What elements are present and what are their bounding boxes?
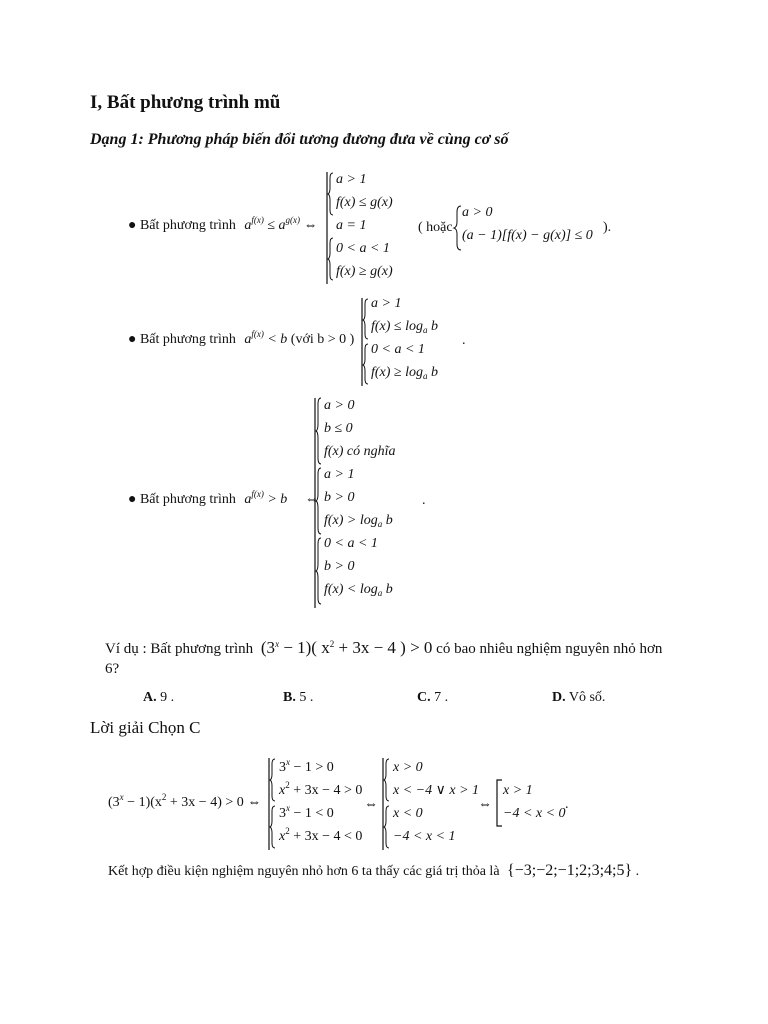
rule1-label: ● Bất phương trình	[128, 218, 236, 233]
rule1-alt-system: a > 0 (a − 1)[f(x) − g(x)] ≤ 0	[462, 205, 593, 243]
rule2-statement: ● Bất phương trình $a^{f(x)} < b$ (với b > 0 )	[128, 329, 355, 347]
rule1-system: a > 1 f(x) ≤ g(x) a = 1 0 < a < 1 f(x) ≥ g(x)	[336, 172, 393, 279]
solution-system-1: $3^x - 1 > 0$ $x^2 + 3x - 4 > 0$ $3^x - 1 < 0$ $x^2 + 3x - 4 < 0$	[279, 757, 363, 844]
rule3-label: ● Bất phương trình	[128, 492, 236, 507]
rule2-label: ● Bất phương trình	[128, 332, 236, 347]
choice-c: C. 7 .	[417, 690, 449, 705]
document-page: I, Bất phương trình mũ Dạng 1: Phương pháp biến đổi tương đương đưa về cùng cơ số ● Bất phương trình $a^{f(x)} \le a^{g(x)}$ ⇔ a > 1 f(x) ≤ g(x) a = 1 0 < a < 1 f(x) ≥ g(x) ( hoặc a > 0 (a − 1)[f(x) − g(x)] ≤ 0 ). ● Bất phương trình $a^{f(x)} < b$ (với b > 0 ) a > 1 $f(x) \le \log_a b$ 0 < a < 1 $f(x) \ge \log_a b$ . ● Bất phương trình $a^{f(x)} > b$ ⇔ a > 0 b ≤ 0 f(x) có nghĩa a > 1 b > 0 $f(x) > \log_a b$ 0 < a < 1 b > 0 $f(x) < \log_a b$ . Ví dụ : Bất phương trình $(3^x - 1)$( $x^2 + 3x - 4$ ) > 0 có bao nhiêu nghiệm nguyên nhỏ hơn 6? A. 9 . B. 5 . C. 7 . D. Vô số. Lời giải Chọn C $(3^x - 1)(x^2 + 3x - 4) > 0$ ⇔ $3^x - 1 > 0$ $x^2 + 3x - 4 > 0$ $3^x - 1 < 0$ $x^2 + 3x - 4 < 0$ ⇔ x > 0 x < −4 ∨ x > 1 x < 0 −4 < x < 1 ⇔ x > 1 −4 < x < 0 . Kết hợp điều kiện nghiệm nguyên nhỏ hơn 6 ta thấy các giá trị thỏa là {−3;−2;−1;2;3;4;5} .	[90, 92, 663, 879]
solution-title: Lời giải Chọn C	[90, 718, 201, 737]
example-question: Ví dụ : Bất phương trình $(3^x - 1)$( $x^2 + 3x - 4$ ) > 0 có bao nhiêu nghiệm nguyên nhỏ hơn	[105, 638, 663, 657]
solution-lhs: $(3^x - 1)(x^2 + 3x - 4) > 0$ ⇔	[108, 792, 262, 810]
rule1-alt-prefix: ( hoặc	[418, 220, 453, 235]
conclusion: Kết hợp điều kiện nghiệm nguyên nhỏ hơn 6 ta thấy các giá trị thỏa là {−3;−2;−1;2;3;4;5} .	[108, 862, 640, 879]
subsection-heading: Dạng 1: Phương pháp biến đổi tương đương đưa về cùng cơ số	[90, 131, 509, 148]
rule1-statement: ● Bất phương trình $a^{f(x)} \le a^{g(x)}$ ⇔	[128, 215, 318, 233]
solution-equiv-1: ⇔	[364, 797, 378, 812]
example-label: Ví dụ : Bất phương trình	[105, 641, 254, 657]
rule3-system: a > 0 b ≤ 0 f(x) có nghĩa a > 1 b > 0 $f(x) > \log_a b$ 0 < a < 1 b > 0 $f(x) < \log_a b$	[324, 398, 396, 598]
rule2-system: a > 1 $f(x) \le \log_a b$ 0 < a < 1 $f(x) \ge \log_a b$	[371, 296, 439, 381]
rule3-statement: ● Bất phương trình $a^{f(x)} > b$ ⇔	[128, 489, 319, 507]
example-question-line2: 6?	[105, 661, 120, 677]
solution-system-2: x > 0 x < −4 ∨ x > 1 x < 0 −4 < x < 1	[393, 760, 480, 844]
answer-set: {−3;−2;−1;2;3;4;5}	[507, 862, 633, 879]
solution-system-3: x > 1 −4 < x < 0	[503, 783, 566, 821]
section-heading: I, Bất phương trình mũ	[90, 92, 281, 113]
choice-d: D. Vô số.	[552, 690, 606, 705]
rule1-alt-suffix: ).	[603, 220, 612, 235]
solution-equiv-2: ⇔	[478, 797, 492, 812]
choice-b: B. 5 .	[283, 690, 314, 705]
choice-a: A. 9 .	[143, 690, 175, 705]
